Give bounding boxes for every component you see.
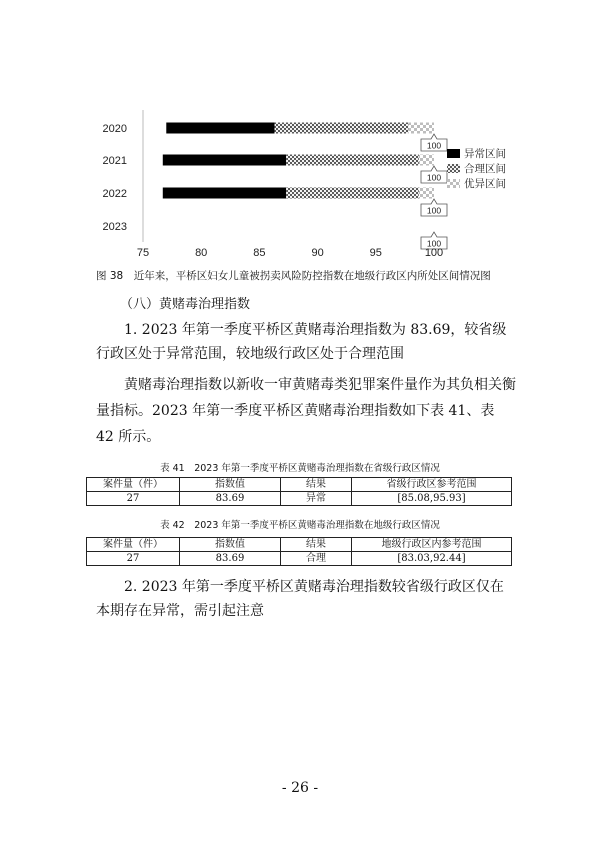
table-cell: 83.69	[180, 552, 281, 566]
table-cell: 异常	[281, 492, 352, 506]
x-tick-label: 90	[311, 247, 324, 259]
bar-segment	[419, 155, 434, 166]
bar-segment	[286, 188, 419, 199]
page-number: - 26 -	[281, 780, 319, 796]
figure-caption: 图 38 近年来，平桥区妇女儿童被拐卖风险防控指数在地级行政区内所处区间情况图	[96, 270, 491, 282]
table-header-cell: 省级行政区参考范围	[352, 478, 512, 492]
table-cell: [83.03,92.44]	[352, 552, 512, 566]
table-header-cell: 结果	[281, 478, 352, 492]
legend-label: 优异区间	[464, 178, 506, 190]
y-tick-label: 2023	[102, 221, 127, 233]
y-tick-label: 2020	[102, 123, 127, 135]
legend-label: 合理区间	[464, 163, 506, 175]
table-header-cell: 案件量（件）	[87, 538, 180, 552]
data-label	[421, 134, 447, 151]
svg-text:100: 100	[426, 238, 442, 249]
table-row	[87, 552, 512, 566]
bar-segment	[163, 155, 286, 166]
data-label	[421, 166, 447, 183]
table-header-cell: 结果	[281, 538, 352, 552]
table-header-cell: 指数值	[180, 538, 281, 552]
svg-text:100: 100	[426, 140, 442, 151]
table-row	[87, 492, 512, 506]
table-cell: [85.08,95.93]	[352, 492, 512, 506]
x-tick-label: 75	[136, 247, 150, 259]
legend-swatch	[447, 179, 460, 188]
table-header-row	[87, 478, 512, 492]
range-bar-chart	[90, 110, 520, 268]
bar-segment	[286, 155, 419, 166]
x-tick-label: 100	[424, 247, 444, 259]
y-tick-label: 2021	[102, 155, 127, 167]
table-header-row	[87, 538, 512, 552]
table-cell: 27	[87, 552, 180, 566]
table-42-title: 表 42 2023 年第一季度平桥区黄赌毒治理指数在地级行政区情况	[160, 520, 440, 531]
x-tick-label: 85	[253, 247, 266, 259]
table-42	[86, 537, 512, 566]
table-header-cell: 案件量（件）	[87, 478, 180, 492]
bar-segment	[419, 188, 434, 199]
table-header-cell: 地级行政区内参考范围	[352, 538, 512, 552]
paragraph-1: 1. 2023 年第一季度平桥区黄赌毒治理指数为 83.69，较省级行政区处于异常范围，较地级行政区处于合理范围	[96, 322, 507, 362]
legend-swatch	[447, 164, 460, 173]
section-heading: （八）黄赌毒治理指数	[120, 297, 251, 312]
y-tick-label: 2022	[102, 188, 127, 200]
table-header-cell: 指数值	[180, 478, 281, 492]
bar-segment	[275, 123, 409, 134]
data-label	[421, 199, 447, 216]
bar-segment	[166, 123, 274, 134]
paragraph-3: 2. 2023 年第一季度平桥区黄赌毒治理指数较省级行政区仅在本期存在异常，需引起注意	[96, 579, 504, 619]
legend-swatch	[447, 149, 460, 158]
table-41-title: 表 41 2023 年第一季度平桥区黄赌毒治理指数在省级行政区情况	[160, 463, 440, 474]
paragraph-2: 黄赌毒治理指数以新收一审黄赌毒类犯罪案件量作为其负相关衡量指标。2023 年第一季度平桥区黄赌毒治理指数如下表 41、表 42 所示。	[96, 377, 516, 445]
svg-text:100: 100	[426, 205, 442, 216]
table-cell: 合理	[281, 552, 352, 566]
table-cell: 27	[87, 492, 180, 506]
legend-label: 异常区间	[464, 148, 506, 160]
x-tick-label: 80	[195, 247, 208, 259]
table-41	[86, 477, 512, 506]
bar-segment	[163, 188, 286, 199]
table-cell: 83.69	[180, 492, 281, 506]
svg-text:100: 100	[426, 172, 442, 183]
x-tick-label: 95	[369, 247, 382, 259]
bar-segment	[408, 123, 434, 134]
